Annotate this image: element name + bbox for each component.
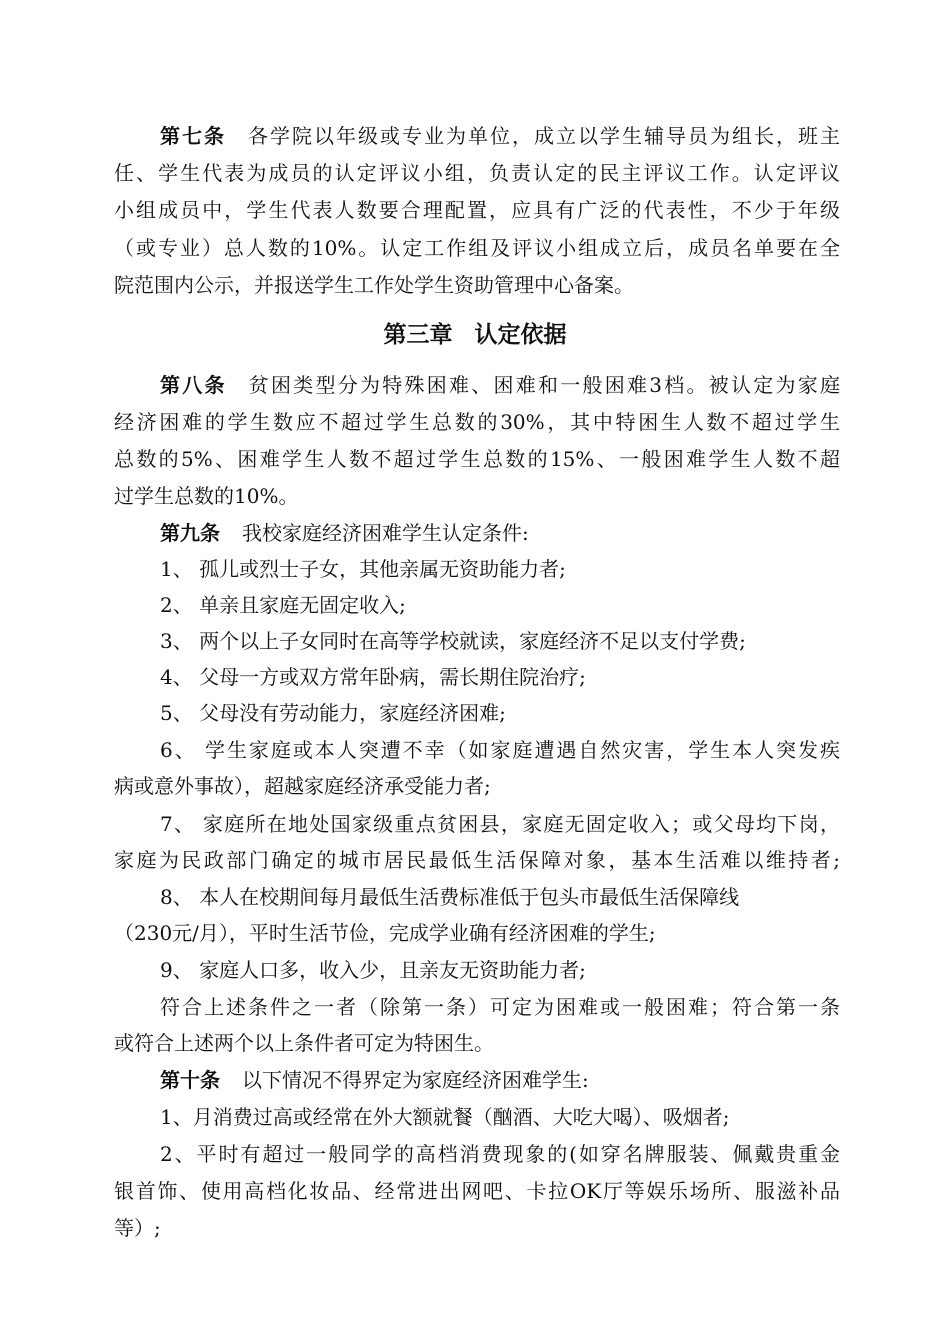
article-8-line-4: 过学生总数的10%。 xyxy=(114,484,299,508)
article-10-line-1 xyxy=(160,1062,840,1098)
condition-7-line-2: 家庭为民政部门确定的城市居民最低生活保障对象，基本生活难以维持者; xyxy=(114,848,840,872)
chapter-heading: 第三章 认定依据 xyxy=(383,322,567,348)
article-10-intro: 以下情况不得界定为家庭经济困难学生: xyxy=(242,1068,589,1092)
article-8-text: 贫困类型分为特殊困难、困难和一般困难3档。被认定为家庭 xyxy=(248,373,841,397)
article-8-line-1 xyxy=(160,367,840,403)
condition-2: 2、 单亲且家庭无固定收入; xyxy=(160,593,406,617)
article-7-line-4: （或专业）总人数的10%。认定工作组及评议小组成立后，成员名单要在全 xyxy=(114,236,840,260)
article-9-note-line-1: 符合上述条件之一者（除第一条）可定为困难或一般困难；符合第一条 xyxy=(160,995,840,1019)
condition-6-line-2: 病或意外事故），超越家庭经济承受能力者; xyxy=(114,774,491,798)
article-7-line-3: 小组成员中，学生代表人数要合理配置，应具有广泛的代表性，不少于年级 xyxy=(114,198,840,222)
condition-8-line-2: （230元/月），平时生活节俭，完成学业确有经济困难的学生; xyxy=(114,921,656,945)
condition-8-line-1: 8、 本人在校期间每月最低生活费标准低于包头市最低生活保障线 xyxy=(160,885,740,909)
article-9-heading: 第九条 xyxy=(160,521,220,545)
condition-1: 1、 孤儿或烈士子女，其他亲属无资助能力者; xyxy=(160,557,566,581)
article-9-line-1 xyxy=(160,515,840,551)
article-8-line-3: 总数的5%、困难学生人数不超过学生总数的15%、一般困难学生人数不超 xyxy=(114,447,840,471)
exclusion-1: 1、月消费过高或经常在外大额就餐（酗酒、大吃大喝）、吸烟者; xyxy=(160,1105,730,1129)
article-7-line-1 xyxy=(160,118,840,154)
exclusion-2-line-1: 2、平时有超过一般同学的高档消费现象的(如穿名牌服装、佩戴贵重金 xyxy=(160,1142,840,1166)
article-7-text: 各学院以年级或专业为单位，成立以学生辅导员为组长，班主 xyxy=(248,124,840,148)
article-9-note-line-2: 或符合上述两个以上条件者可定为特困生。 xyxy=(114,1031,494,1055)
condition-9: 9、 家庭人口多，收入少，且亲友无资助能力者; xyxy=(160,958,586,982)
exclusion-2-line-2: 银首饰、使用高档化妆品、经常进出网吧、卡拉OK厅等娱乐场所、服滋补品 xyxy=(114,1179,840,1203)
article-10-heading: 第十条 xyxy=(160,1068,220,1092)
condition-7-line-1: 7、 家庭所在地处国家级重点贫困县，家庭无固定收入；或父母均下岗， xyxy=(160,812,840,836)
condition-3: 3、 两个以上子女同时在高等学校就读，家庭经济不足以支付学费; xyxy=(160,629,746,653)
article-8-heading: 第八条 xyxy=(160,373,227,397)
condition-5: 5、 父母没有劳动能力，家庭经济困难; xyxy=(160,701,506,725)
article-8-line-2: 经济困难的学生数应不超过学生总数的30%，其中特困生人数不超过学生 xyxy=(114,410,840,434)
article-9-intro: 我校家庭经济困难学生认定条件: xyxy=(242,521,529,545)
article-7-line-2: 任、学生代表为成员的认定评议小组，负责认定的民主评议工作。认定评议 xyxy=(114,161,840,185)
article-7-heading: 第七条 xyxy=(160,124,226,148)
exclusion-2-line-3: 等）; xyxy=(114,1216,161,1240)
article-7-line-5: 院范围内公示，并报送学生工作处学生资助管理中心备案。 xyxy=(114,273,634,297)
condition-4: 4、 父母一方或双方常年卧病，需长期住院治疗; xyxy=(160,665,586,689)
condition-6-line-1: 6、 学生家庭或本人突遭不幸（如家庭遭遇自然灾害，学生本人突发疾 xyxy=(160,738,840,762)
